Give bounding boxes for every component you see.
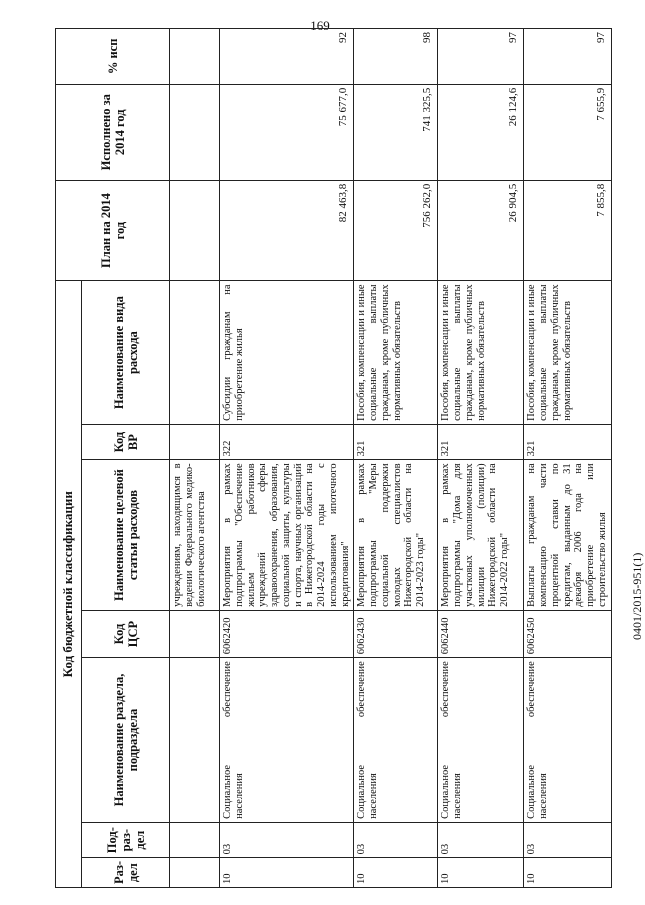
header-fact: Исполнено за 2014 год <box>56 84 170 180</box>
cell-pct: 92 <box>220 29 354 85</box>
cell-razdel: 10 <box>220 858 354 888</box>
cell-razdel: 10 <box>438 858 524 888</box>
cell-name-csr: Выплаты гражданам на компенсацию части процентной ставки по кредитам, выданным до 31 декабря 2006 года на приобретение или строительство жилья <box>524 460 612 610</box>
cell-podrazdel: 03 <box>354 822 438 858</box>
header-name-razdel: Наименование раздела, подраздела <box>82 658 170 823</box>
cell-name-csr: Мероприятия в рамках подпрограммы "Дома для участковых уполномоченных милиции (полиции) Нижегородской области на 2014-2022 годы" <box>438 460 524 610</box>
cell-plan: 82 463,8 <box>220 180 354 281</box>
page-number: 169 <box>310 18 330 33</box>
cell-plan: 26 904,5 <box>438 180 524 281</box>
header-kod-vr: Код ВР <box>82 424 170 460</box>
cell-razdel: 10 <box>524 858 612 888</box>
table-row <box>170 29 220 888</box>
header-name-vr: Наименование вида расхода <box>82 281 170 424</box>
cell-kod-csr: 6062450 <box>524 610 612 657</box>
cell-name-razdel: Социальное обеспечение населения <box>524 658 612 823</box>
document-code: 0401/2015-951(1) <box>630 552 644 640</box>
header-plan: План на 2014 год <box>56 180 170 281</box>
cell-pct: 98 <box>354 29 438 85</box>
cell-name-razdel: Социальное обеспечение населения <box>220 658 354 823</box>
table-row <box>220 29 354 888</box>
cell-fact: 75 677,0 <box>220 84 354 180</box>
header-podrazdel: Под- раз- дел <box>82 822 170 858</box>
table-row <box>438 29 524 888</box>
cell-name-vr: Пособия, компенсации и иные социальные выплаты гражданам, кроме публичных нормативных обязательств <box>438 281 524 424</box>
cell-name-csr: Мероприятия в рамках подпрограммы "Меры социальной поддержки молодых специалистов Нижегородской области на 2014-2023 годы" <box>354 460 438 610</box>
header-name-csr: Наименование целевой статьи расходов <box>82 460 170 610</box>
header-pct: % исп <box>56 29 170 85</box>
cell-plan: 756 262,0 <box>354 180 438 281</box>
header-kod-csr: Код ЦСР <box>82 610 170 657</box>
header-razdel: Раз- дел <box>82 858 170 888</box>
cell-kod-vr: 322 <box>220 424 354 460</box>
cell-kod-vr: 321 <box>354 424 438 460</box>
cell-name-csr: учреждениям, находящимся в ведении Федерального медико-биологического агентства <box>170 460 220 610</box>
cell-podrazdel: 03 <box>438 822 524 858</box>
table-row <box>524 29 612 888</box>
cell-kod-csr: 6062430 <box>354 610 438 657</box>
cell-fact: 26 124,6 <box>438 84 524 180</box>
group-header: Код бюджетной классификации <box>56 281 82 888</box>
cell-pct <box>170 29 220 85</box>
cell-fact <box>170 84 220 180</box>
cell-name-razdel: Социальное обеспечение населения <box>438 658 524 823</box>
cell-plan <box>170 180 220 281</box>
budget-table-sheet <box>55 28 615 888</box>
cell-razdel: 10 <box>354 858 438 888</box>
cell-fact: 7 655,9 <box>524 84 612 180</box>
cell-name-razdel: Социальное обеспечение населения <box>354 658 438 823</box>
cell-kod-csr: 6062440 <box>438 610 524 657</box>
cell-razdel <box>170 858 220 888</box>
table-row <box>354 29 438 888</box>
cell-name-vr <box>170 281 220 424</box>
cell-kod-csr <box>170 610 220 657</box>
cell-pct: 97 <box>438 29 524 85</box>
cell-name-vr: Пособия, компенсации и иные социальные выплаты гражданам, кроме публичных нормативных обязательств <box>354 281 438 424</box>
cell-kod-vr: 321 <box>438 424 524 460</box>
cell-plan: 7 855,8 <box>524 180 612 281</box>
cell-podrazdel: 03 <box>220 822 354 858</box>
cell-podrazdel: 03 <box>524 822 612 858</box>
cell-podrazdel <box>170 822 220 858</box>
cell-kod-vr <box>170 424 220 460</box>
cell-name-vr: Пособия, компенсации и иные социальные выплаты гражданам, кроме публичных нормативных обязательств <box>524 281 612 424</box>
cell-name-razdel <box>170 658 220 823</box>
cell-fact: 741 325,5 <box>354 84 438 180</box>
cell-name-vr: Субсидии гражданам на приобретение жилья <box>220 281 354 424</box>
cell-name-csr: Мероприятия в рамках подпрограммы "Обеспечение жильем работников учреждений сферы здравоохранения, образования, социальной защиты, культуры и спорта, научных организаций в Нижегородской области на 2014-2024 годы с использованием ипотечного кредитования" <box>220 460 354 610</box>
cell-pct: 97 <box>524 29 612 85</box>
cell-kod-vr: 321 <box>524 424 612 460</box>
cell-kod-csr: 6062420 <box>220 610 354 657</box>
budget-table <box>55 28 612 888</box>
